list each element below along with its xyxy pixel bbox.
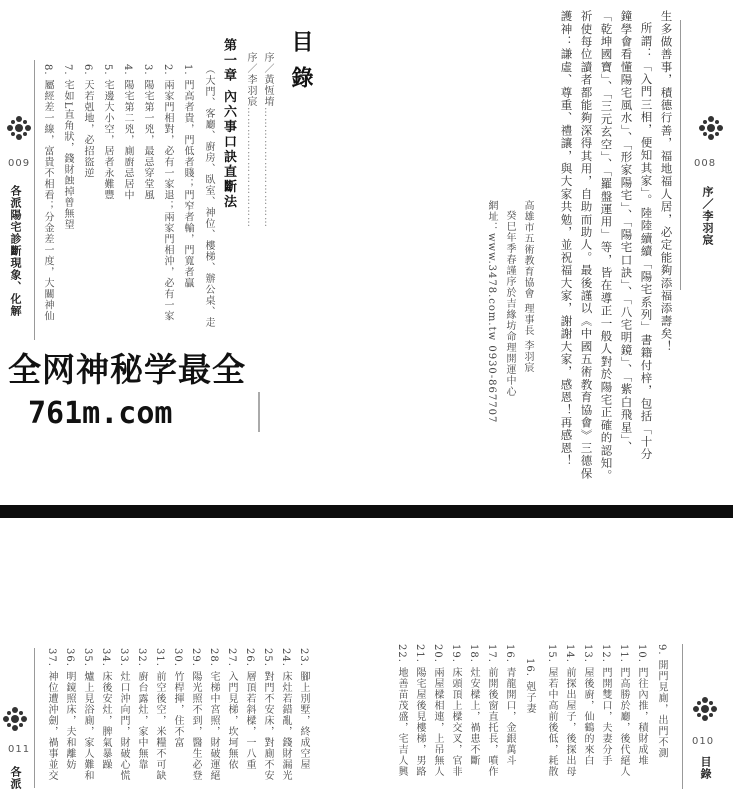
preface-col-1: 所謂：「入門三相，便知其家」。陸陸續續「陽宅系列」書籍付梓，包括「十分 (639, 22, 654, 461)
toc-entry-6: 6. 天若剋地，必招盜逆 (82, 64, 93, 179)
bottom-page-spread (0, 518, 733, 791)
page-number-009: 009 (8, 158, 31, 169)
watermark-divider (258, 392, 260, 432)
page-011-side-title: 各派 (9, 766, 22, 790)
toc-entry-3: 3. 陽宅第一兇，最忌穿堂風 (142, 64, 153, 201)
chapter-title: 第一章 內六事口訣直斷法 (221, 38, 236, 210)
page-ornament-icon (0, 704, 30, 734)
page-009-side-title: 各派陽宅診斷現象、化解 (9, 185, 22, 317)
page-ornament-icon (690, 694, 720, 724)
preface-item-0: 序／黃恆堉 …………………………… (262, 52, 272, 242)
preface-col-4: 祈使每位讀者都能夠深得其用，自助而助人。最後謹以《中國五術教育協會》三德保 (579, 10, 594, 480)
signature-website: 網址：www.3478.com.tw 0930-867707 (486, 200, 497, 424)
toc-entry-15: 15. 屋若中高前後低，耗散 (546, 644, 557, 778)
toc-entry-16a: 16. 剋子妻 (524, 658, 535, 715)
toc-entry-25: 25. 對門不安床，對廁不安 (262, 648, 273, 782)
page-010-side-title: 目錄 (699, 756, 712, 780)
toc-entry-34: 34. 床後安灶，脾氣暴躁 (100, 648, 111, 771)
toc-entry-35: 35. 爐上見浴廁，家人難和 (82, 648, 93, 782)
toc-entry-32: 32. 廚台露灶，家中無靠 (136, 648, 147, 771)
watermark-url: 761m.com (28, 396, 173, 431)
preface-col-2: 鐘學會看懂陽宅風水」、「形家陽宅」、「陽宅口訣」、「八宅明鏡」、「紫白飛星」、 (619, 10, 634, 454)
spread-divider (0, 505, 733, 518)
page-010-border-line (682, 644, 683, 789)
toc-entry-19: 19. 床頭頂上樑交叉，官非 (450, 644, 461, 778)
toc-entry-24: 24. 床灶若錯亂，錢財漏光 (280, 648, 291, 782)
page-009-border-line (34, 60, 35, 340)
toc-entry-11: 11. 門高勝於廳，後代絕人 (618, 644, 629, 778)
toc-heading: 目錄 (288, 30, 314, 102)
watermark-text: 全网神秘学最全 (8, 350, 246, 389)
toc-entry-21: 21. 陽宅屋後見樓梯，男路 (414, 644, 425, 778)
preface-col-3: 「乾坤國寶」、「三元玄空」、「羅盤運用」等，皆在導正一般人對於陽宅正確的認知。 (599, 10, 614, 483)
toc-entry-4: 4. 陽宅第二兇，廁廚忌居中 (122, 64, 133, 201)
page-number-008: 008 (694, 158, 717, 169)
toc-entry-28: 28. 宅梯中宮照，財破運絕 (208, 648, 219, 782)
toc-entry-22: 22. 地善苗茂盛，宅吉人興 (396, 644, 407, 778)
toc-entry-1: 1. 門高者貴，門低者賤；門窄者輸，門寬者贏 (182, 64, 193, 289)
toc-entry-2: 2. 兩家門相對，必有一家退；兩家門相沖，必有一家 (162, 64, 173, 322)
toc-entry-36: 36. 明鏡照床，夫和離妨 (64, 648, 75, 771)
page-ornament-icon (696, 113, 726, 143)
signature-date-place: 癸巳年季春謹序於吉緣坊命理開運中心 (504, 210, 515, 397)
toc-entry-13: 13. 屋後廚，仙鶴的來白 (582, 644, 593, 767)
page-number-011: 011 (8, 744, 31, 755)
page-008-side-title: 序／李羽宸 (701, 186, 714, 246)
toc-entry-14: 14. 前探出屋子，後探出母 (564, 644, 575, 778)
toc-entry-5: 5. 宅邊大小空，居者永難豐 (102, 64, 113, 201)
toc-entry-0: （大門、客廳、廚房、臥室、神位、樓梯、辦公桌、走 (203, 64, 214, 328)
page-008-border-line (680, 20, 681, 290)
preface-col-5: 護神：謙虛、尊重、禮讓，與大家共勉，並祝福大家，謝謝大家，感恩！再感恩！ (559, 10, 574, 468)
toc-entry-8: 8. 屬經差一線，富貴不相看；分金差一度，大關神仙 (42, 64, 53, 322)
toc-entry-31: 31. 前空後空，米糧不可缺 (154, 648, 165, 782)
toc-entry-26: 26. 層頂若斜樑，一八重 (244, 648, 255, 771)
preface-col-0: 生多做善事，積德行善，福地福人居，必定能夠添福添壽矣！ (659, 10, 674, 353)
toc-entry-27: 27. 入門見梯，坎坷無依 (226, 648, 237, 771)
toc-entry-10: 10. 門往內推，積財成堆 (636, 644, 647, 767)
toc-entry-9: 9. 開門見廁，出門不測 (656, 644, 667, 759)
toc-entry-33: 33. 灶口沖向門，財破心慌 (118, 648, 129, 782)
toc-entry-37: 37. 神位遭沖劍，禍事並交 (46, 648, 57, 782)
page-ornament-icon (4, 113, 34, 143)
page-011-border-line (34, 648, 35, 788)
toc-entry-30: 30. 竹桿揮，住不富 (172, 648, 183, 749)
toc-entry-20: 20. 兩屋樑相連，上吊無人 (432, 644, 443, 778)
toc-entry-17: 17. 前開後窗直托長，噴作 (486, 644, 497, 778)
signature-author: 高雄市五術教育協會 理事長 李羽宸 (522, 200, 533, 374)
page-number-010: 010 (692, 736, 715, 747)
toc-entry-18: 18. 灶安樑上，禍患不斷 (468, 644, 479, 767)
toc-entry-29: 29. 陽光照不到，醫生必登 (190, 648, 201, 782)
toc-entry-23: 23. 腳上別墅，終成空屋 (298, 648, 309, 771)
toc-entry-16b: 16. 青龍開口，金銀萬斗 (504, 644, 515, 767)
preface-item-1: 序／李羽宸 …………………………… (245, 52, 255, 242)
toc-entry-7: 7. 宅如L直角狀，錢財蝕掉曾無望 (62, 64, 73, 231)
toc-entry-12: 12. 門開雙口，夫妻分手 (600, 644, 611, 767)
